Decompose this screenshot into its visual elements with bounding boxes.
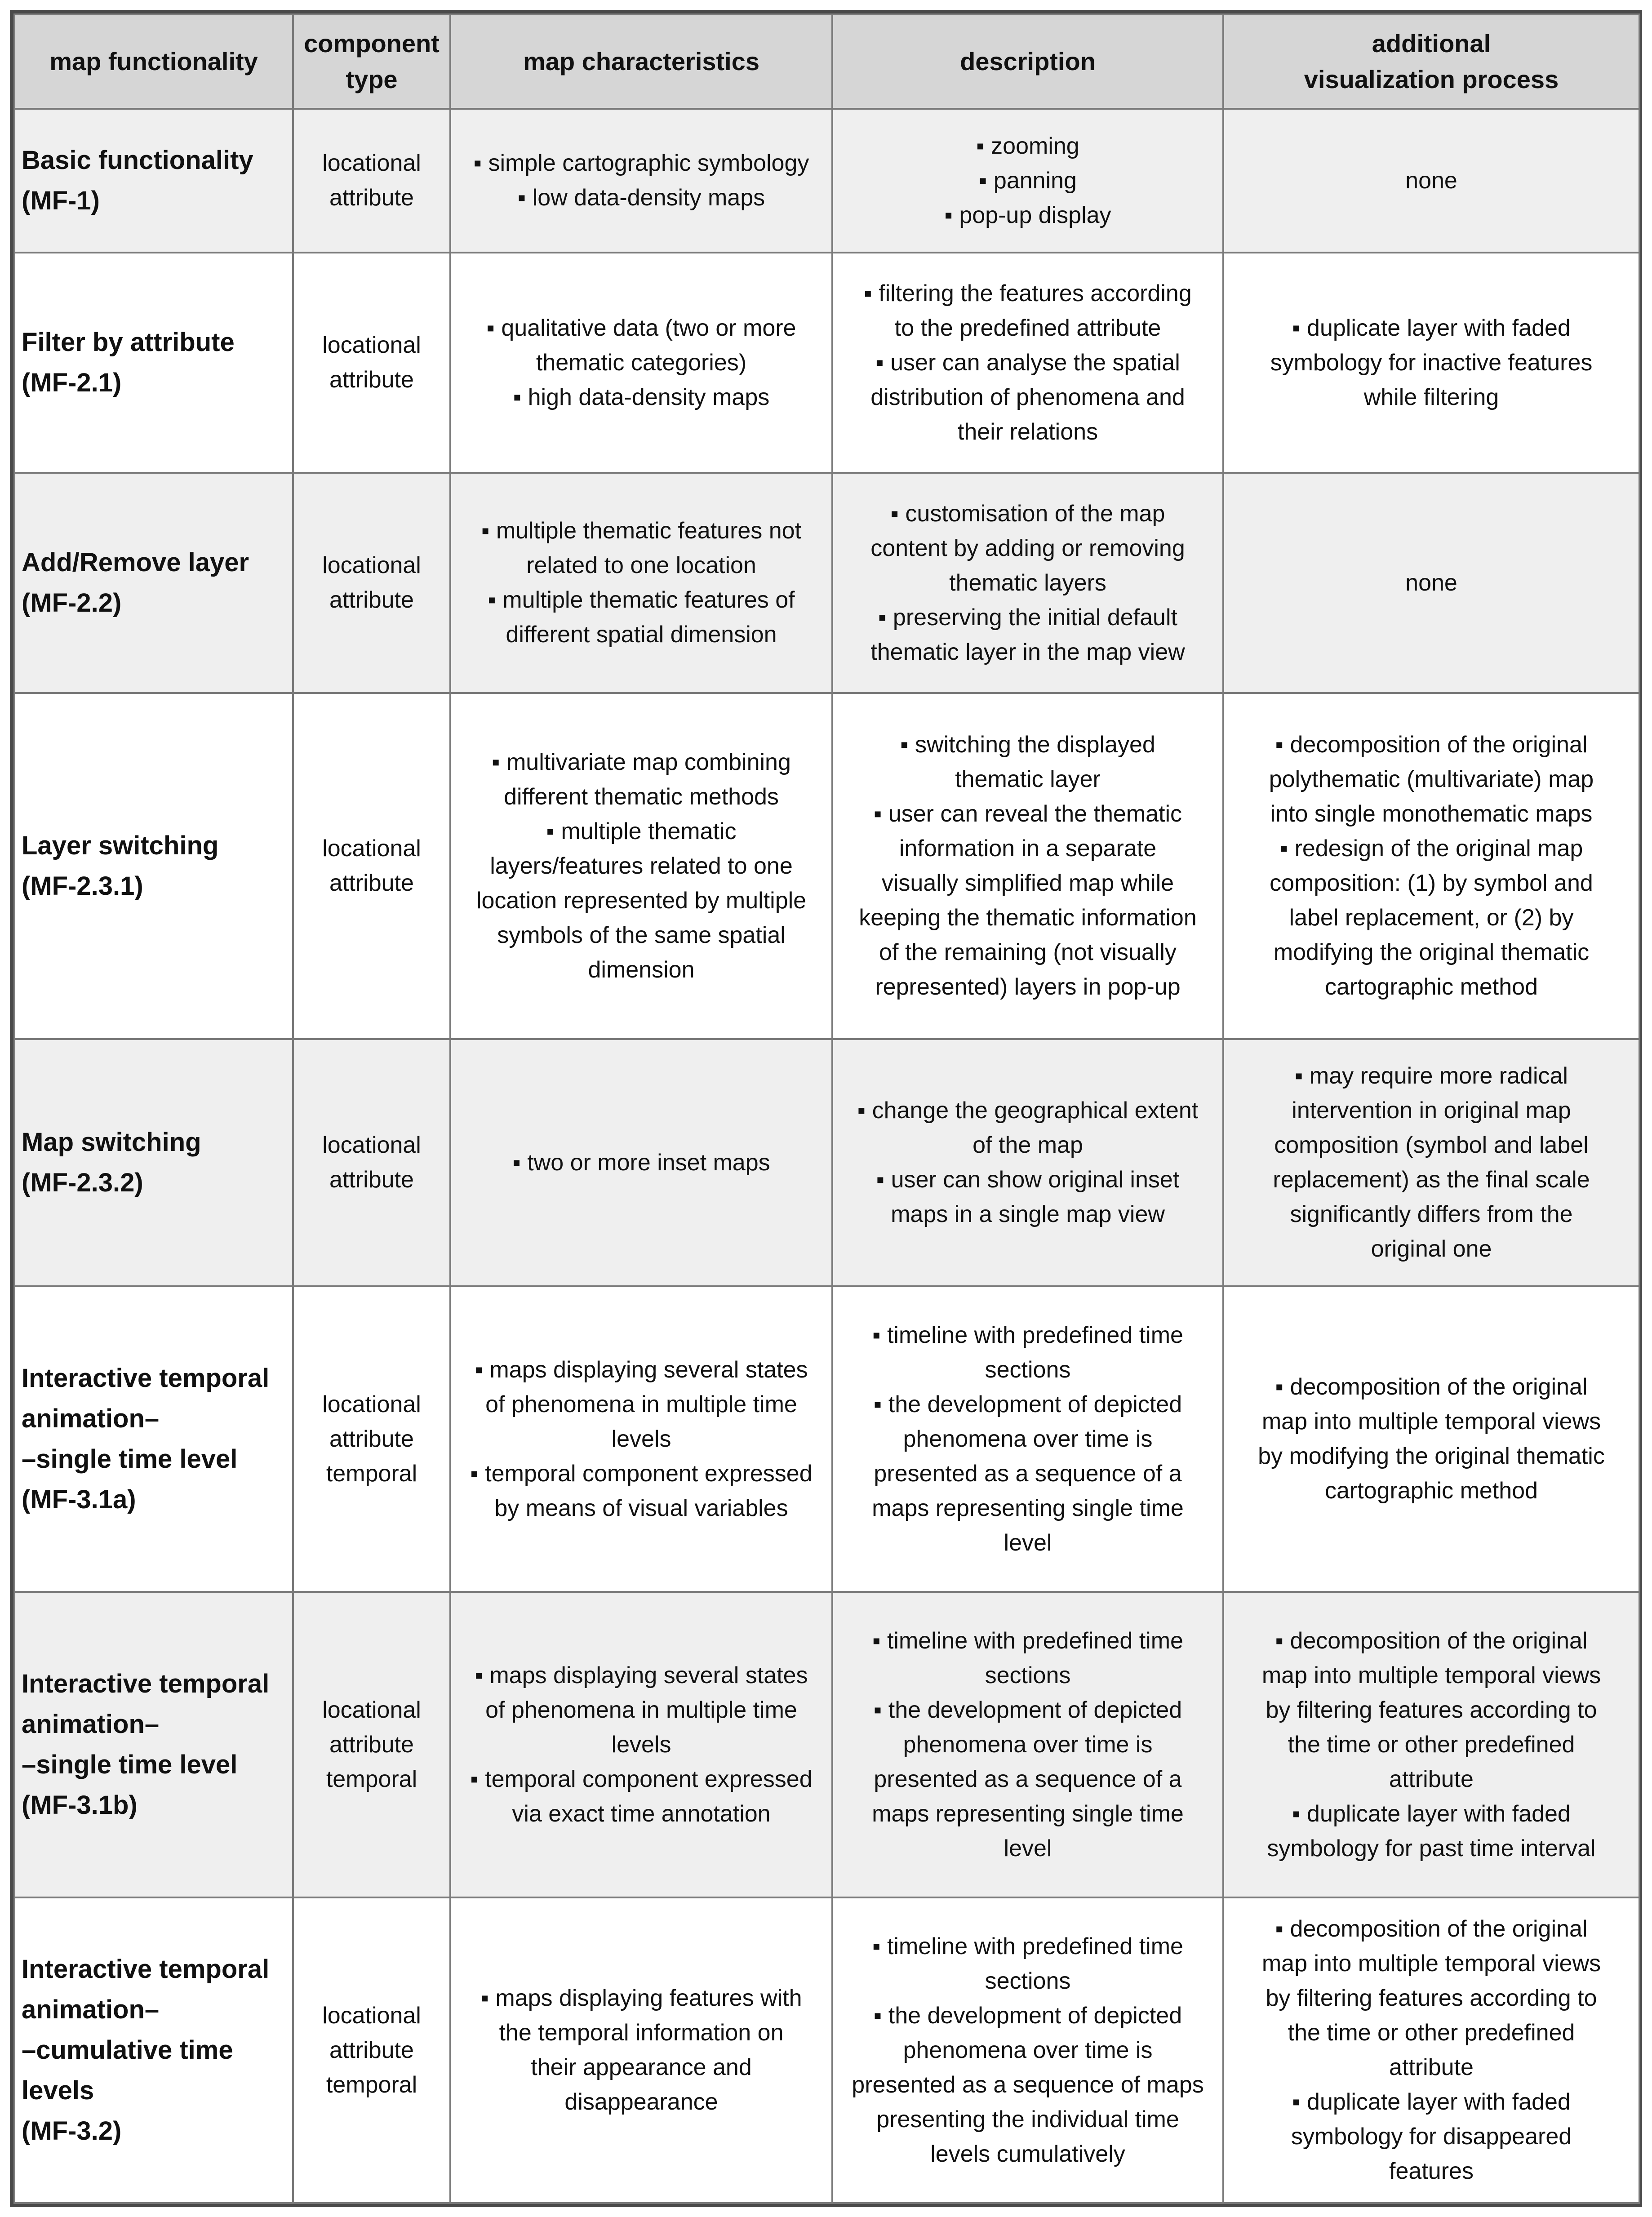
cell-process bbox=[1223, 109, 1639, 253]
cell-component-type bbox=[293, 109, 450, 253]
text-line: sections bbox=[985, 1662, 1071, 1688]
cell-component-type bbox=[293, 1897, 450, 2203]
text-line: symbology for past time interval bbox=[1267, 1835, 1596, 1862]
text-line: Add/Remove layer bbox=[22, 548, 249, 577]
text-line: presenting the individual time bbox=[876, 2106, 1179, 2133]
header-map-characteristics: map characteristics bbox=[450, 14, 832, 109]
text-line: locational bbox=[322, 835, 421, 862]
text-line: thematic categories) bbox=[536, 349, 747, 376]
text-line: attribute bbox=[329, 1426, 414, 1452]
cell-characteristics bbox=[450, 1897, 832, 2203]
header-component-type-line: component bbox=[304, 29, 440, 58]
header-description: description bbox=[832, 14, 1223, 109]
text-line: different thematic methods bbox=[504, 783, 779, 810]
cell-process bbox=[1223, 1039, 1639, 1286]
text-line: animation– bbox=[22, 1404, 160, 1433]
cell-functionality bbox=[14, 1286, 293, 1592]
cell-description bbox=[832, 109, 1223, 253]
text-line: levels bbox=[611, 1426, 671, 1452]
text-line: their relations bbox=[957, 418, 1098, 445]
cell-process bbox=[1223, 1897, 1639, 2203]
text-line: ▪ qualitative data (two or more bbox=[486, 315, 796, 341]
text-line: by modifying the original thematic bbox=[1258, 1443, 1605, 1469]
text-line: by means of visual variables bbox=[494, 1495, 788, 1521]
text-line: map into multiple temporal views bbox=[1261, 1408, 1601, 1435]
header-map-functionality: map functionality bbox=[14, 14, 293, 109]
text-line: map into multiple temporal views bbox=[1261, 1950, 1601, 1977]
text-line: by filtering features according to bbox=[1266, 1985, 1597, 2011]
text-line: represented) layers in pop-up bbox=[875, 974, 1181, 1000]
text-line: levels bbox=[611, 1731, 671, 1758]
text-line: ▪ decomposition of the original bbox=[1275, 732, 1588, 758]
text-line: temporal bbox=[326, 2071, 417, 2098]
text-line: locational bbox=[322, 150, 421, 176]
map-functionality-table bbox=[13, 13, 1640, 2204]
cell-component-type bbox=[293, 253, 450, 473]
text-line: original one bbox=[1371, 1236, 1492, 1262]
text-line: symbology for disappeared bbox=[1291, 2124, 1572, 2150]
text-line: visually simplified map while bbox=[881, 870, 1174, 896]
cell-characteristics bbox=[450, 1592, 832, 1897]
text-line: phenomena over time is bbox=[903, 1426, 1153, 1452]
text-line: locational bbox=[322, 552, 421, 578]
text-line: level bbox=[1004, 1835, 1052, 1862]
text-line: ▪ user can analyse the spatial bbox=[875, 349, 1180, 376]
cell-component-type bbox=[293, 1286, 450, 1592]
text-line: levels cumulatively bbox=[930, 2141, 1125, 2167]
table-row bbox=[14, 253, 1639, 473]
text-line: ▪ multiple thematic features not bbox=[481, 518, 802, 544]
text-line: dimension bbox=[588, 956, 695, 983]
cell-functionality bbox=[14, 693, 293, 1039]
table-row bbox=[14, 693, 1639, 1039]
text-line: animation– bbox=[22, 1710, 160, 1739]
text-line: the temporal information on bbox=[499, 2020, 784, 2046]
cell-functionality bbox=[14, 109, 293, 253]
text-line: (MF-2.3.2) bbox=[22, 1168, 143, 1197]
cell-process bbox=[1223, 253, 1639, 473]
text-line: Layer switching bbox=[22, 831, 219, 860]
text-line: presented as a sequence of a bbox=[874, 1460, 1182, 1487]
text-line: ▪ redesign of the original map bbox=[1279, 835, 1583, 862]
text-line: replacement) as the final scale bbox=[1273, 1167, 1590, 1193]
text-line: none bbox=[1405, 167, 1457, 194]
header-additional-line: additional bbox=[1372, 29, 1491, 58]
text-line: different spatial dimension bbox=[506, 622, 777, 648]
text-line: thematic layer in the map view bbox=[870, 639, 1185, 665]
cell-process bbox=[1223, 1592, 1639, 1897]
header-component-type-line: type bbox=[346, 65, 398, 93]
text-line: location represented by multiple bbox=[476, 887, 807, 914]
cell-functionality bbox=[14, 253, 293, 473]
text-line: (MF-2.2) bbox=[22, 588, 122, 618]
cell-process bbox=[1223, 473, 1639, 693]
text-line: into single monothematic maps bbox=[1270, 801, 1593, 827]
text-line: distribution of phenomena and bbox=[870, 384, 1185, 410]
text-line: ▪ timeline with predefined time bbox=[872, 1627, 1183, 1654]
text-line: locational bbox=[322, 1391, 421, 1417]
text-line: phenomena over time is bbox=[903, 1731, 1153, 1758]
text-line: –single time level bbox=[22, 1750, 238, 1779]
cell-characteristics bbox=[450, 253, 832, 473]
text-line: disappearance bbox=[564, 2089, 718, 2115]
text-line: symbology for inactive features bbox=[1270, 349, 1593, 376]
text-line: composition (symbol and label bbox=[1274, 1132, 1589, 1158]
cell-description bbox=[832, 693, 1223, 1039]
text-line: by filtering features according to bbox=[1266, 1697, 1597, 1723]
table-row bbox=[14, 109, 1639, 253]
text-line: composition: (1) by symbol and bbox=[1270, 870, 1593, 896]
text-line: Interactive temporal bbox=[22, 1955, 270, 1984]
cell-description bbox=[832, 473, 1223, 693]
text-line: ▪ zooming bbox=[976, 133, 1079, 159]
text-line: ▪ duplicate layer with faded bbox=[1292, 1800, 1571, 1827]
text-line: animation– bbox=[22, 1995, 160, 2024]
text-line: label replacement, or (2) by bbox=[1289, 905, 1574, 931]
text-line: features bbox=[1389, 2158, 1474, 2184]
text-line: ▪ user can show original inset bbox=[876, 1167, 1180, 1193]
text-line: ▪ the development of depicted bbox=[873, 1391, 1182, 1417]
text-line: ▪ two or more inset maps bbox=[512, 1149, 770, 1176]
text-line: significantly differs from the bbox=[1290, 1201, 1573, 1227]
header-component-type bbox=[293, 14, 450, 109]
text-line: ▪ timeline with predefined time bbox=[872, 1933, 1183, 1959]
table-row bbox=[14, 1592, 1639, 1897]
text-line: ▪ switching the displayed bbox=[900, 732, 1155, 758]
text-line: of phenomena in multiple time bbox=[485, 1697, 797, 1723]
cell-characteristics bbox=[450, 1039, 832, 1286]
text-line: ▪ multiple thematic bbox=[546, 818, 737, 844]
text-line: temporal bbox=[326, 1766, 417, 1792]
text-line: phenomena over time is bbox=[903, 2037, 1153, 2063]
text-line: ▪ multiple thematic features of bbox=[488, 587, 795, 613]
header-additional-line: visualization process bbox=[1304, 65, 1559, 93]
cell-description bbox=[832, 1286, 1223, 1592]
text-line: locational bbox=[322, 1132, 421, 1158]
table-row bbox=[14, 1039, 1639, 1286]
text-line: ▪ maps displaying features with bbox=[480, 1985, 802, 2011]
text-line: ▪ decomposition of the original bbox=[1275, 1627, 1588, 1654]
header-additional-visualization-process bbox=[1223, 14, 1639, 109]
text-line: (MF-3.1a) bbox=[22, 1485, 136, 1514]
cell-functionality bbox=[14, 473, 293, 693]
text-line: ▪ change the geographical extent bbox=[857, 1097, 1199, 1124]
text-line: none bbox=[1405, 569, 1457, 596]
text-line: ▪ filtering the features according bbox=[864, 280, 1192, 307]
text-line: polythematic (multivariate) map bbox=[1269, 766, 1594, 792]
text-line: attribute bbox=[329, 1167, 414, 1193]
cell-description bbox=[832, 1592, 1223, 1897]
text-line: presented as a sequence of a bbox=[874, 1766, 1182, 1792]
text-line: information in a separate bbox=[899, 835, 1157, 862]
text-line: cartographic method bbox=[1324, 974, 1538, 1000]
text-line: locational bbox=[322, 332, 421, 358]
text-line: locational bbox=[322, 1697, 421, 1723]
text-line: ▪ user can reveal the thematic bbox=[873, 801, 1182, 827]
text-line: presented as a sequence of maps bbox=[852, 2071, 1204, 2098]
text-line: ▪ timeline with predefined time bbox=[872, 1322, 1183, 1348]
text-line: thematic layer bbox=[955, 766, 1101, 792]
text-line: via exact time annotation bbox=[512, 1800, 771, 1827]
cell-component-type bbox=[293, 693, 450, 1039]
text-line: map into multiple temporal views bbox=[1261, 1662, 1601, 1688]
cell-characteristics bbox=[450, 693, 832, 1039]
table-row bbox=[14, 1286, 1639, 1592]
text-line: attribute bbox=[329, 587, 414, 613]
text-line: ▪ temporal component expressed bbox=[470, 1460, 813, 1487]
text-line: while filtering bbox=[1363, 384, 1499, 410]
text-line: maps in a single map view bbox=[891, 1201, 1165, 1227]
text-line: the time or other predefined bbox=[1288, 1731, 1575, 1758]
text-line: to the predefined attribute bbox=[894, 315, 1161, 341]
text-line: ▪ pop-up display bbox=[944, 202, 1111, 228]
text-line: of the remaining (not visually bbox=[879, 939, 1177, 965]
text-line: ▪ multivariate map combining bbox=[492, 749, 791, 775]
text-line: attribute bbox=[329, 367, 414, 393]
text-line: attribute bbox=[329, 870, 414, 896]
text-line: layers/features related to one bbox=[490, 853, 793, 879]
text-line: (MF-2.3.1) bbox=[22, 871, 143, 901]
text-line: Basic functionality bbox=[22, 146, 253, 175]
text-line: attribute bbox=[1389, 1766, 1474, 1792]
cell-process bbox=[1223, 1286, 1639, 1592]
text-line: related to one location bbox=[526, 552, 756, 578]
text-line: ▪ simple cartographic symbology bbox=[473, 150, 809, 176]
cell-functionality bbox=[14, 1039, 293, 1286]
text-line: intervention in original map bbox=[1292, 1097, 1571, 1124]
text-line: ▪ duplicate layer with faded bbox=[1292, 315, 1571, 341]
text-line: maps representing single time bbox=[872, 1495, 1184, 1521]
text-line: ▪ the development of depicted bbox=[873, 2002, 1182, 2029]
text-line: keeping the thematic information bbox=[859, 905, 1197, 931]
text-line: temporal bbox=[326, 1460, 417, 1487]
cell-functionality bbox=[14, 1592, 293, 1897]
table-row bbox=[14, 473, 1639, 693]
text-line: ▪ decomposition of the original bbox=[1275, 1374, 1588, 1400]
text-line: ▪ the development of depicted bbox=[873, 1697, 1182, 1723]
text-line: ▪ maps displaying several states bbox=[475, 1356, 808, 1383]
text-line: symbols of the same spatial bbox=[497, 922, 786, 948]
cell-description bbox=[832, 1897, 1223, 2203]
text-line: ▪ temporal component expressed bbox=[470, 1766, 813, 1792]
cell-functionality bbox=[14, 1897, 293, 2203]
cell-process bbox=[1223, 693, 1639, 1039]
text-line: (MF-2.1) bbox=[22, 368, 122, 397]
text-line: thematic layers bbox=[949, 569, 1106, 596]
text-line: ▪ maps displaying several states bbox=[475, 1662, 808, 1688]
text-line: of phenomena in multiple time bbox=[485, 1391, 797, 1417]
text-line: Interactive temporal bbox=[22, 1669, 270, 1698]
text-line: –single time level bbox=[22, 1444, 238, 1474]
cell-component-type bbox=[293, 1039, 450, 1286]
cell-component-type bbox=[293, 473, 450, 693]
cell-characteristics bbox=[450, 109, 832, 253]
text-line: maps representing single time bbox=[872, 1800, 1184, 1827]
text-line: of the map bbox=[973, 1132, 1083, 1158]
text-line: locational bbox=[322, 2002, 421, 2029]
text-line: attribute bbox=[329, 2037, 414, 2063]
text-line: (MF-3.2) bbox=[22, 2116, 122, 2146]
text-line: level bbox=[1004, 1529, 1052, 1556]
text-line: (MF-3.1b) bbox=[22, 1790, 138, 1820]
text-line: sections bbox=[985, 1356, 1071, 1383]
text-line: ▪ customisation of the map bbox=[890, 500, 1165, 527]
text-line: modifying the original thematic bbox=[1273, 939, 1590, 965]
functionality-table-frame bbox=[10, 10, 1642, 2207]
text-line: ▪ duplicate layer with faded bbox=[1292, 2089, 1571, 2115]
text-line: –cumulative time bbox=[22, 2035, 233, 2065]
text-line: ▪ decomposition of the original bbox=[1275, 1916, 1588, 1942]
text-line: ▪ may require more radical bbox=[1295, 1063, 1568, 1089]
text-line: sections bbox=[985, 1968, 1071, 1994]
text-line: ▪ preserving the initial default bbox=[878, 604, 1177, 631]
text-line: ▪ panning bbox=[979, 167, 1077, 194]
text-line: Filter by attribute bbox=[22, 328, 235, 357]
text-line: Interactive temporal bbox=[22, 1364, 270, 1393]
text-line: Map switching bbox=[22, 1128, 201, 1157]
text-line: attribute bbox=[329, 1731, 414, 1758]
text-line: attribute bbox=[1389, 2054, 1474, 2080]
text-line: their appearance and bbox=[531, 2054, 752, 2080]
text-line: (MF-1) bbox=[22, 186, 100, 215]
table-header-row bbox=[14, 14, 1639, 109]
text-line: content by adding or removing bbox=[870, 535, 1185, 561]
cell-description bbox=[832, 1039, 1223, 1286]
text-line: cartographic method bbox=[1324, 1478, 1538, 1504]
text-line: ▪ low data-density maps bbox=[517, 185, 765, 211]
text-line: ▪ high data-density maps bbox=[513, 384, 770, 410]
text-line: attribute bbox=[329, 185, 414, 211]
text-line: the time or other predefined bbox=[1288, 2020, 1575, 2046]
cell-characteristics bbox=[450, 1286, 832, 1592]
cell-characteristics bbox=[450, 473, 832, 693]
cell-component-type bbox=[293, 1592, 450, 1897]
cell-description bbox=[832, 253, 1223, 473]
text-line: levels bbox=[22, 2076, 94, 2105]
table-row bbox=[14, 1897, 1639, 2203]
